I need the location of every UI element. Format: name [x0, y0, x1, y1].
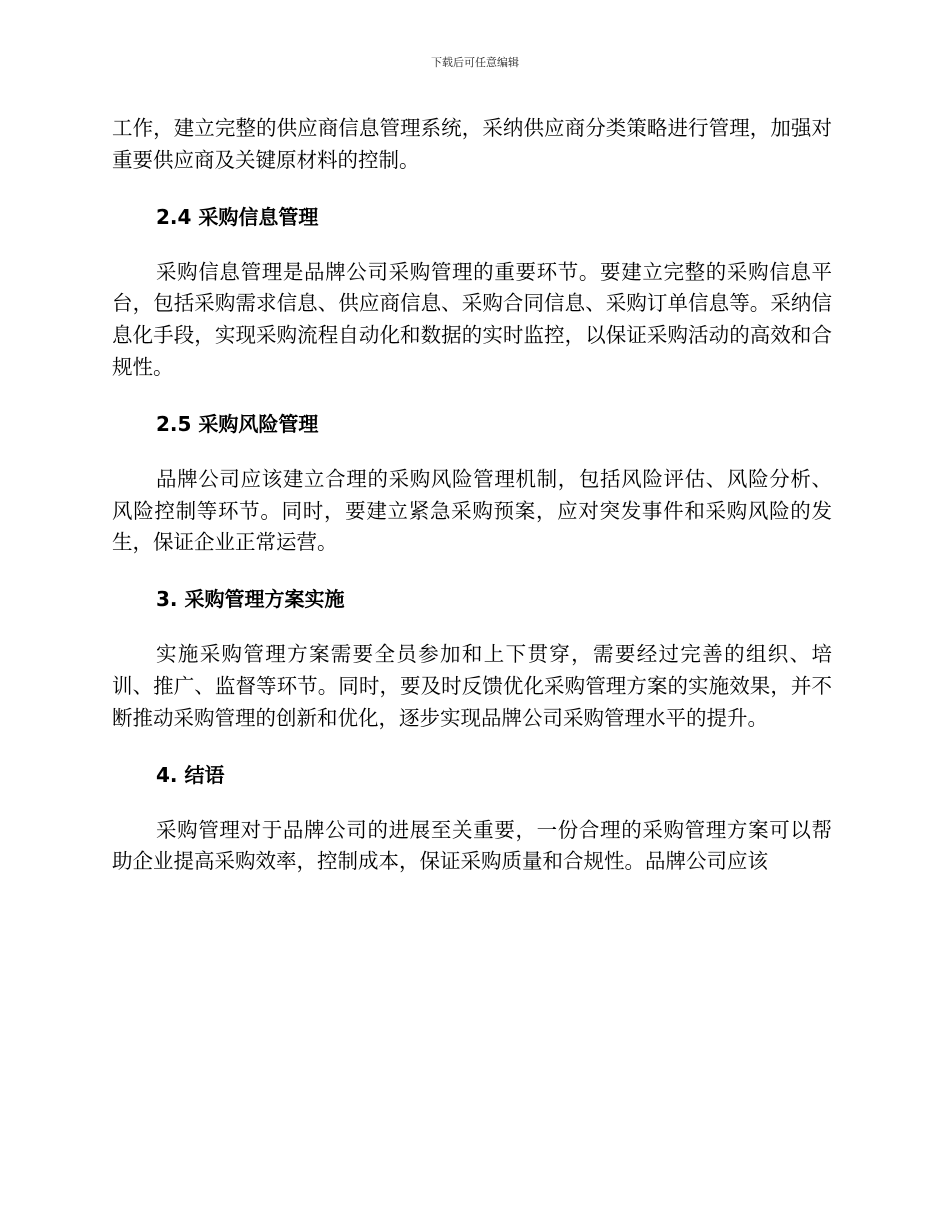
section-heading-2-4: 2.4 采购信息管理 [156, 204, 319, 229]
page-header-note: 下载后可任意编辑 [431, 56, 519, 69]
section-paragraph-2-4: 采购信息管理是品牌公司采购管理的重要环节。要建立完整的采购信息平台，包括采购需求信息、供应商信息、采购合同信息、采购订单信息等。采纳信息化手段，实现采购流程自动化和数据的实时监控，以保证采购活动的高效和合规性。 [112, 259, 832, 379]
section-paragraph-4: 采购管理对于品牌公司的进展至关重要，一份合理的采购管理方案可以帮助企业提高采购效率，控制成本，保证采购质量和合规性。品牌公司应该 [112, 817, 832, 874]
section-paragraph-3: 实施采购管理方案需要全员参加和上下贯穿，需要经过完善的组织、培训、推广、监督等环节。同时，要及时反馈优化采购管理方案的实施效果，并不断推动采购管理的创新和优化，逐步实现品牌公司采购管理水平的提升。 [112, 642, 832, 730]
document-body [112, 113, 832, 878]
section-heading-3: 3. 采购管理方案实施 [156, 587, 345, 612]
section-heading-4: 4. 结语 [156, 762, 225, 787]
intro-paragraph: 工作，建立完整的供应商信息管理系统，采纳供应商分类策略进行管理，加强对重要供应商及关键原材料的控制。 [112, 116, 832, 172]
section-heading-2-5: 2.5 采购风险管理 [156, 411, 319, 436]
section-paragraph-2-5: 品牌公司应该建立合理的采购风险管理机制，包括风险评估、风险分析、风险控制等环节。同时，要建立紧急采购预案，应对突发事件和采购风险的发生，保证企业正常运营。 [112, 466, 832, 555]
